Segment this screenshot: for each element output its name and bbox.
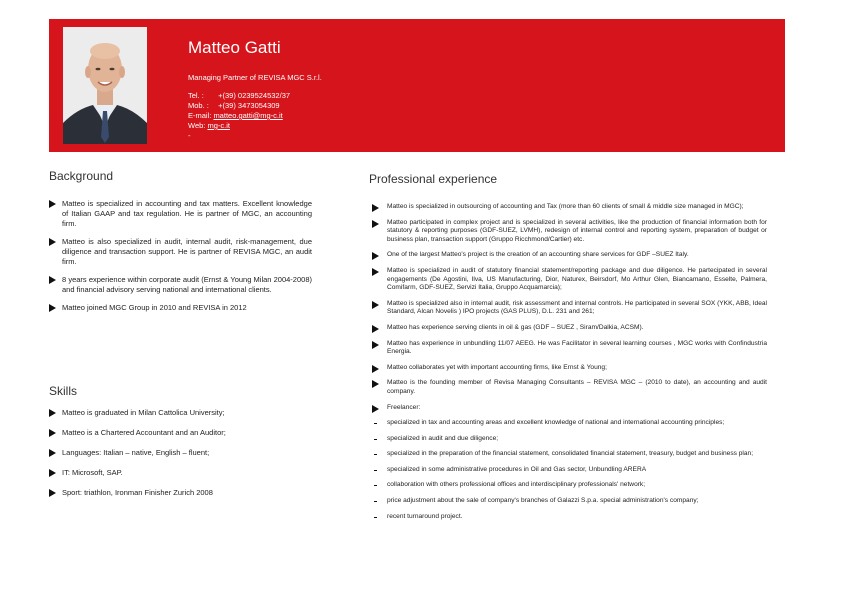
arrow-bullet-icon	[372, 252, 379, 260]
arrow-bullet-icon	[49, 429, 56, 437]
dash-bullet-icon	[374, 501, 377, 502]
email-link[interactable]: matteo.gatti@mg-c.it	[213, 111, 283, 120]
web-row	[188, 121, 290, 131]
dash-bullet-icon	[374, 517, 377, 518]
mobile-value: +(39) 3473054309	[218, 101, 280, 110]
contact-block	[188, 91, 290, 141]
dash-bullet-icon	[374, 423, 377, 424]
list-item: Matteo is also specialized in audit, internal audit, risk-management, due diligence and transaction support. He is partner of REVISA MGC, an audit firm.	[49, 237, 312, 267]
list-item: specialized in tax and accounting areas and excellent knowledge of national and international accounting principles;	[372, 419, 767, 428]
tel-label: Tel. :	[188, 91, 204, 100]
person-name: Matteo Gatti	[188, 38, 281, 57]
arrow-bullet-icon	[372, 220, 379, 228]
skills-list	[49, 408, 312, 508]
mobile-label: Mob. :	[188, 101, 209, 110]
dash-bullet-icon	[374, 454, 377, 455]
arrow-bullet-icon	[49, 469, 56, 477]
list-item: specialized in some administrative procedures in Oil and Gas sector, Unbundling ARERA	[372, 466, 767, 475]
header-banner	[49, 19, 785, 152]
profile-photo	[63, 27, 147, 144]
list-item: specialized in the preparation of the financial statement, consolidated financial statement, treasury, budget and business plan;	[372, 450, 767, 459]
list-item: Matteo is a Chartered Accountant and an Auditor;	[49, 428, 312, 438]
trailing-mark: -	[188, 131, 191, 140]
arrow-bullet-icon	[372, 268, 379, 276]
list-item: Matteo is specialized in audit of statutory financial statement/reporting package and due diligence. He partecipated in several engagements (De Agostini, Ilva, US Manufacturing, Dior, Naturex, Beirsdorf, Mo Arthur Glen, Biancamano, Esselte, Palmera, Comifarm, GDF-SUEZ, Servizi Italia, Gruppo Acquamarcia);	[372, 267, 767, 293]
list-item: Matteo has experience in unbundling 11/07 AEEG. He was Facilitator in several learning courses , MGC works with Confindustria Energia.	[372, 340, 767, 357]
arrow-bullet-icon	[372, 204, 379, 212]
list-item: IT: Microsoft, SAP.	[49, 468, 312, 478]
list-item: One of the largest Matteo's project is the creation of an accounting share services for GDF –SUEZ Italy.	[372, 251, 767, 260]
list-item: Matteo is the founding member of Revisa Managing Consultants – REVISA MGC – (2010 to date), an accounting and audit company.	[372, 379, 767, 396]
email-row	[188, 111, 290, 121]
list-item: price adjustment about the sale of company's branches of Galazzi S.p.a. special administration's company;	[372, 497, 767, 506]
arrow-bullet-icon	[49, 489, 56, 497]
list-item: Languages: Italian – native, English – fluent;	[49, 448, 312, 458]
list-item: recent turnaround project.	[372, 513, 767, 522]
web-link[interactable]: mg-c.it	[207, 121, 230, 130]
email-label: E-mail:	[188, 111, 212, 120]
list-item: specialized in audit and due diligence;	[372, 435, 767, 444]
portrait-image	[63, 27, 147, 144]
arrow-bullet-icon	[49, 276, 56, 284]
arrow-bullet-icon	[49, 238, 56, 246]
arrow-bullet-icon	[372, 405, 379, 413]
professional-list	[372, 203, 767, 528]
list-item: Matteo is graduated in Milan Cattolica University;	[49, 408, 312, 418]
list-item: 8 years experience within corporate audit (Ernst & Young Milan 2004-2008) and financial advisory serving national and international clients.	[49, 275, 312, 295]
dash-bullet-icon	[374, 470, 377, 471]
arrow-bullet-icon	[49, 449, 56, 457]
arrow-bullet-icon	[49, 409, 56, 417]
arrow-bullet-icon	[372, 341, 379, 349]
list-item: Matteo collaborates yet with important accounting firms, like Ernst & Young;	[372, 364, 767, 373]
arrow-bullet-icon	[372, 301, 379, 309]
background-heading: Background	[49, 169, 114, 183]
arrow-bullet-icon	[49, 200, 56, 208]
web-label: Web:	[188, 121, 206, 130]
mobile-row	[188, 101, 290, 111]
dash-bullet-icon	[374, 485, 377, 486]
tel-row	[188, 91, 290, 101]
tel-value: +(39) 0239524532/37	[218, 91, 291, 100]
list-item: Matteo is specialized also in internal audit, risk assessment and internal controls. He participated in several SOX (YKK, ABB, Ideal Standard, Alcan Novelis ) IPO projects (GAS PLUS), D.L. 231 and 261;	[372, 300, 767, 317]
list-item: Matteo joined MGC Group in 2010 and REVISA in 2012	[49, 303, 312, 313]
dash-bullet-icon	[374, 439, 377, 440]
list-item: Matteo participated in complex project and is specialized in several activities, like the production of financial information both for statutory & reporting purposes (GDF-SUEZ, LVMH), redesign of internal control and reporting system, preparation of budget or business plan, transaction support (Gruppo Ricchmond/Cartier) etc.	[372, 219, 767, 245]
list-item: Matteo is specialized in outsourcing of accounting and Tax (more than 60 clients of small & middle size managed in MGC);	[372, 203, 767, 212]
list-item: Matteo has experience serving clients in oil & gas (GDF – SUEZ , Siram/Dalkia, ACSM).	[372, 324, 767, 333]
arrow-bullet-icon	[372, 365, 379, 373]
job-title: Managing Partner of REVISA MGC S.r.l.	[188, 73, 322, 82]
arrow-bullet-icon	[49, 304, 56, 312]
arrow-bullet-icon	[372, 325, 379, 333]
list-item: Matteo is specialized in accounting and tax matters. Excellent knowledge of Italian GAAP and tax regulation. He is partner of MGC, an accounting firm.	[49, 199, 312, 229]
professional-heading: Professional experience	[369, 172, 498, 186]
arrow-bullet-icon	[372, 380, 379, 388]
list-item: collaboration with others professional offices and interdisciplinary professionals' network;	[372, 481, 767, 490]
list-item: Freelancer:	[372, 404, 767, 413]
skills-heading: Skills	[49, 384, 78, 398]
background-list	[49, 199, 312, 321]
list-item: Sport: triathlon, Ironman Finisher Zurich 2008	[49, 488, 312, 498]
